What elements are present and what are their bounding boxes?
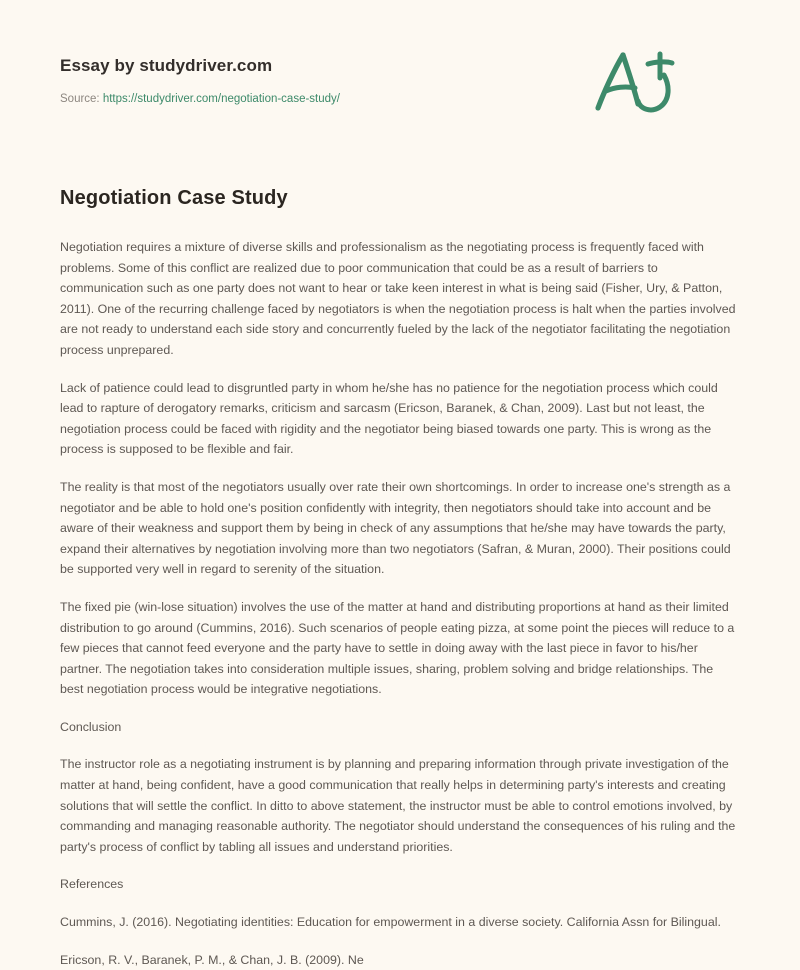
body-paragraph-2: Lack of patience could lead to disgruntled party in whom he/she has no patience for the negotiation process which could lead to rapture of derogatory remarks, criticism and sarcasm (Ericson, Baranek, & Chan, 2009). Last but not least, the negotiation process could be faced with rigidity and the negotiator being biased towards one party. This is wrong as the process is supposed to be flexible and fair. xyxy=(60,380,718,457)
source-label: Source: xyxy=(60,93,100,105)
source-url-link[interactable]: https://studydriver.com/negotiation-case-study/ xyxy=(102,93,340,105)
references-heading: References xyxy=(60,877,124,892)
body-paragraph-1: Negotiation requires a mixture of diverse skills and professionalism as the negotiating process is frequently faced with problems. Some of this conflict are realized due to poor communication that could be as a result of barriers to communication such as one party does not want to hear or take keen interest in what is being said (Fisher, Ury, & Patton, 2011). One of the recurring challenge faced by negotiators is when the negotiation process is halt when the parties involved are not ready to understand each side story and concurrently fueled by the lack of the negotiator facilitating the negotiation process unprepared. xyxy=(60,240,736,357)
page-title: Negotiation Case Study xyxy=(60,187,288,209)
conclusion-heading: Conclusion xyxy=(60,719,122,734)
body-paragraph-3: The reality is that most of the negotiators usually over rate their own shortcomings. In order to increase one's strength as a negotiator and be able to hold one's position confidently with integrity, then negotiators should take into account and be aware of their weakness and support them by being in check of any assumptions that he/she may have towards the party, expand their alternatives by negotiation involving more than two negotiators (Safran, & Muran, 2000). Their positions could be supported very well in regard to serenity of the situation. xyxy=(60,479,731,577)
reference-entry-1: Cummins, J. (2016). Negotiating identities: Education for empowerment in a diverse society. California Assn for Bilingual. xyxy=(60,915,721,930)
essay-byline: Essay by studydriver.com xyxy=(60,56,273,75)
reference-entry-2: Ericson, R. V., Baranek, P. M., & Chan, J. B. (2009). Ne xyxy=(60,952,364,967)
conclusion-paragraph: The instructor role as a negotiating instrument is by planning and preparing information through private investigation of the matter at hand, being confident, have a good communication that really helps in determining party's interests and creating solutions that will settle the conflict. In ditto to above statement, the instructor must be able to control emotions involved, by commanding and managing reasonable authority. The negotiator should understand the consequences of his ruling and the party's process of conflict by tabling all issues and understand priorities. xyxy=(60,757,736,854)
a-plus-logo[interactable] xyxy=(590,42,685,122)
body-paragraph-4: The fixed pie (win-lose situation) involves the use of the matter at hand and distributing proportions at hand as their limited distribution to go around (Cummins, 2016). Such scenarios of people eating pizza, at some point the pieces will reduce to a few pieces that cannot feed everyone and the party have to settle in doing away with the last piece in favor to his/her partner. The negotiation takes into consideration multiple issues, sharing, problem solving and bridge relationships. The best negotiation process would be integrative negotiations. xyxy=(60,599,735,697)
document-body xyxy=(60,237,740,970)
document-header xyxy=(60,0,740,105)
